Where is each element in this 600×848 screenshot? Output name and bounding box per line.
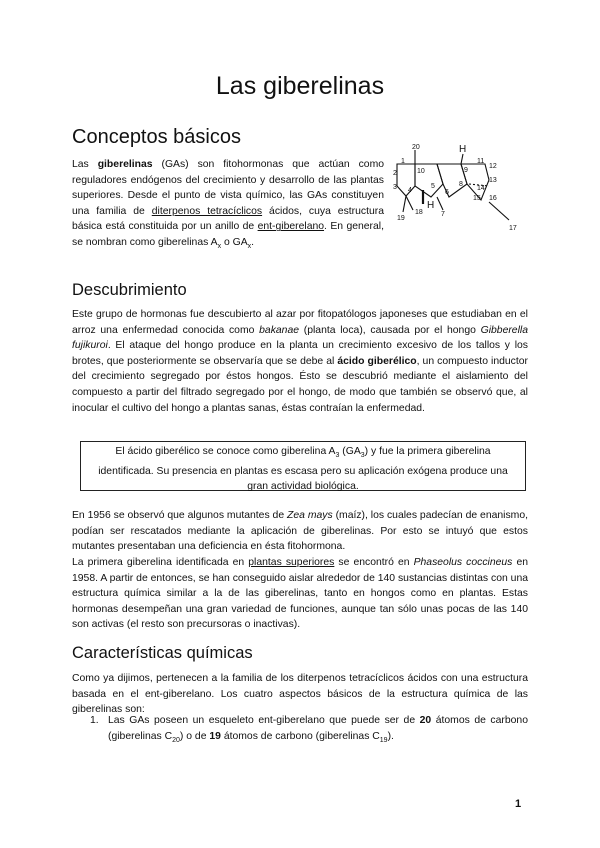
atom-label-2: 2: [393, 170, 397, 177]
atom-label-1: 1: [401, 158, 405, 165]
atom-label-16: 16: [489, 195, 497, 202]
section-heading-caracteristicas: Características químicas: [72, 644, 253, 662]
atom-label-5: 5: [431, 183, 435, 190]
atom-label-18: 18: [415, 209, 423, 216]
atom-label-13: 13: [489, 177, 497, 184]
term-bakanae: bakanae: [259, 324, 300, 336]
term-gibberella: Gibberella fujikuroi: [72, 324, 528, 352]
list-item: Las GAs poseen un esqueleto ent-giberelano que puede ser de 20 átomos de carbono (giberelinas $C_{20}$) o de 19 átomos de carbono (giberelinas $C_{19}$).: [108, 715, 528, 744]
atom-label-20: 20: [412, 144, 420, 151]
atom-label-19: 19: [397, 215, 405, 222]
term-giberelinas: giberelinas: [97, 159, 153, 170]
atom-label-17: 17: [509, 225, 517, 232]
atom-label-4: 4: [408, 187, 412, 194]
term-phaseolus: Phaseolus coccineus: [413, 557, 513, 568]
bond-c19: [403, 196, 406, 212]
zea-mays-paragraph: En 1956 se observó que algunos mutantes de Zea mays (maíz), los cuales padecían de enanismo, podían ser rescatados mediante la aplicación de giberelinas. Por esto se intuyó que estos mutantes presentaban una deficiencia en ésta fitohormona.: [72, 510, 528, 553]
atom-label-11: 11: [477, 158, 485, 165]
atom-label-7: 7: [441, 211, 445, 218]
atom-label-12: 12: [489, 163, 497, 170]
atom-label-h-top: H: [459, 144, 467, 155]
atom-label-h-bottom: H: [427, 200, 435, 211]
section-heading-descubrimiento: Descubrimiento: [72, 281, 187, 299]
atom-label-14: 14: [477, 185, 485, 192]
atom-label-6: 6: [445, 189, 449, 196]
page-number: 1: [515, 798, 522, 810]
atom-label-15: 15: [473, 195, 481, 202]
caracteristicas-paragraph: Como ya dijimos, pertenecen a la familia de los diterpenos tetracíclicos ácidos con una estructura basada en el ent-giberelano. Los cuatro aspectos básicos de la estructura química de las giberelinas son:: [72, 673, 528, 716]
list-item-number: 1.: [90, 715, 99, 726]
atom-label-10: 10: [417, 168, 425, 175]
ent-giberelano-structure-diagram: [393, 142, 528, 237]
bond-h9: [461, 154, 463, 164]
atom-label-9: 9: [464, 167, 468, 174]
highlight-box: El ácido giberélico se conoce como giberelina $A_3$ $(GA_3)$ y fue la primera giberelina identificada. Su presencia en plantas es escasa pero su aplicación exógena produce una gran actividad biológica.: [80, 441, 526, 491]
bond-c17: [489, 202, 509, 220]
link-diterpenos[interactable]: diterpenos tetracíclicos: [151, 205, 263, 217]
link-plantas-superiores[interactable]: plantas superiores: [248, 557, 335, 568]
ring-a: [397, 164, 415, 196]
section-heading-conceptos: Conceptos básicos: [72, 126, 241, 148]
bond-c18: [406, 196, 413, 210]
link-ent-giberelano[interactable]: ent-giberelano: [257, 221, 325, 233]
characteristics-list: [90, 713, 528, 748]
document-title: Las giberelinas: [215, 72, 385, 100]
atom-label-3: 3: [393, 184, 397, 191]
bond-c7: [437, 197, 443, 210]
atom-label-8: 8: [459, 181, 463, 188]
term-zea-mays: Zea mays: [287, 510, 333, 521]
phaseolus-paragraph: La primera giberelina identificada en plantas superiores se encontró en Phaseolus coccineus en 1958. A partir de entonces, se han conseguido aislar alrededor de 140 sustancias distintas con una estructura química similar a la de las giberelinas, tanto en hongos como en plantas. Estas hormonas desempeñan una gran variedad de funciones, aunque tan sólo unas pocas de las 140 son activas (el resto son precursoras o inactivas).: [72, 557, 528, 631]
descubrimiento-paragraph: Este grupo de hormonas fue descubierto al azar por fitopatólogos japoneses que estudiaban en el arroz una enfermedad conocida como bakanae (planta loca), causada por el hongo Gibberella fujikuroi. El ataque del hongo produce en la planta un crecimiento excesivo de los tallos y los brotes, que posteriormente se observaría que se debe al ácido giberélico, un compuesto inductor del crecimiento segregado por éstos hongos. Ésto se descubrió mediante el aislamiento del compuesto a partir del filtrado segregado por el hongo, de modo que también se observó que, al inocular el cultivo del hongo a plantas sanas, éstas contraían la enfermedad.: [72, 309, 528, 414]
term-acido-giberelico: ácido giberélico: [337, 355, 417, 367]
intro-paragraph: Las giberelinas (GAs) son fitohormonas que actúan como reguladores endógenos del crecimiento y desarrollo de las plantas superiores. Desde el punto de vista químico, las GAs constituyen una familia de diterpenos tetracíclicos ácidos, cuya estructura básica está constituida por un anillo de ent-giberelano. En general, se nombran como giberelinas $A_x$ o $GA_x$.: [72, 159, 385, 251]
